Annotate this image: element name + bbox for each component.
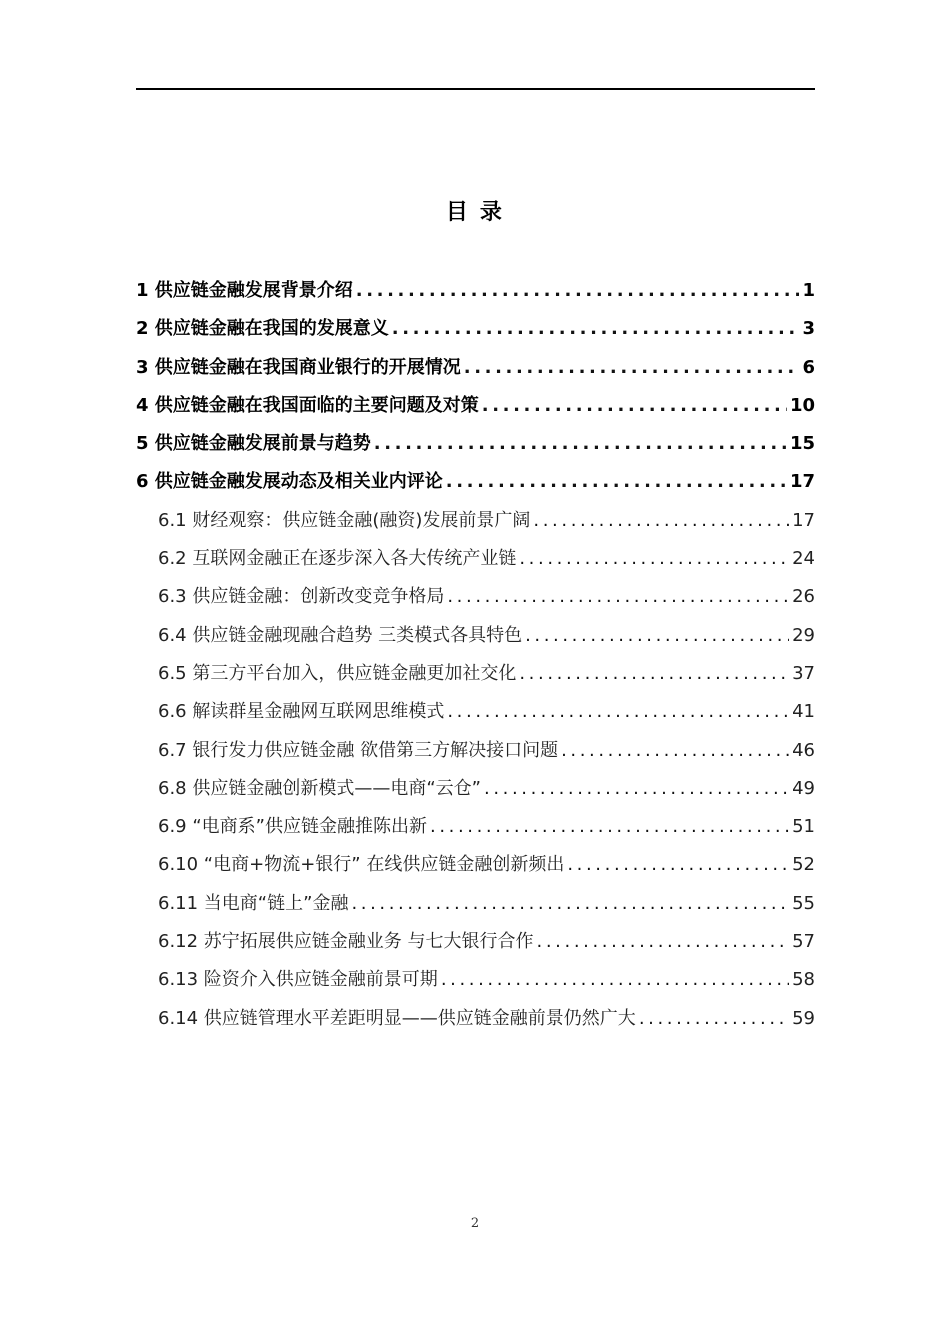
toc-entry-label: 6.1 财经观察：供应链金融(融资)发展前景广阔 (158, 509, 531, 531)
table-of-contents (136, 274, 815, 1040)
toc-entry-page: 15 (789, 433, 815, 455)
toc-entry-page: 10 (789, 394, 815, 416)
toc-dot-leader (447, 695, 789, 729)
toc-subentry[interactable] (136, 695, 815, 733)
toc-subentry[interactable] (136, 887, 815, 925)
toc-entry-label: 6.6 解读群星金融网互联网思维模式 (158, 701, 445, 723)
toc-entry[interactable] (136, 274, 815, 312)
page-number: 2 (470, 1216, 480, 1231)
toc-subentry[interactable] (136, 848, 815, 886)
toc-entry-page: 49 (792, 777, 815, 799)
toc-dot-leader (441, 963, 789, 997)
toc-dot-leader (639, 1002, 789, 1036)
toc-dot-leader (374, 427, 787, 461)
toc-dot-leader (482, 389, 787, 423)
toc-dot-leader (464, 351, 800, 385)
toc-dot-leader (447, 580, 789, 614)
toc-title: 目 录 (445, 199, 505, 225)
toc-entry-label: 6.14 供应链管理水平差距明显——供应链金融前景仍然广大 (158, 1007, 636, 1029)
toc-entry-page: 46 (792, 739, 815, 761)
toc-subentry[interactable] (136, 1002, 815, 1040)
toc-dot-leader (567, 848, 789, 882)
toc-subentry[interactable] (136, 619, 815, 657)
toc-entry-page: 37 (792, 662, 815, 684)
toc-entry-page: 55 (792, 892, 815, 914)
toc-entry-label: 6.7 银行发力供应链金融 欲借第三方解决接口问题 (158, 739, 559, 761)
toc-subentry[interactable] (136, 657, 815, 695)
toc-dot-leader (351, 887, 789, 921)
toc-entry[interactable] (136, 427, 815, 465)
toc-entry-page: 6 (802, 356, 815, 378)
toc-entry-page: 17 (792, 509, 815, 531)
toc-entry-label: 6.4 供应链金融现融合趋势 三类模式各具特色 (158, 624, 523, 646)
toc-subentry[interactable] (136, 580, 815, 618)
toc-entry-label: 5 供应链金融发展前景与趋势 (136, 433, 371, 455)
toc-dot-leader (561, 734, 789, 768)
toc-dot-leader (484, 772, 789, 806)
toc-entry-label: 2 供应链金融在我国的发展意义 (136, 318, 389, 340)
toc-subentry[interactable] (136, 963, 815, 1001)
toc-entry-page: 51 (792, 816, 815, 838)
toc-entry-page: 52 (792, 854, 815, 876)
toc-entry-page: 57 (792, 931, 815, 953)
toc-entry-page: 58 (792, 969, 815, 991)
toc-entry-page: 3 (802, 318, 815, 340)
toc-entry-page: 17 (789, 471, 815, 493)
toc-subentry[interactable] (136, 810, 815, 848)
toc-entry[interactable] (136, 312, 815, 350)
toc-entry[interactable] (136, 351, 815, 389)
toc-dot-leader (430, 810, 789, 844)
toc-entry-page: 1 (802, 280, 815, 301)
toc-entry-label: 6.3 供应链金融：创新改变竞争格局 (158, 586, 445, 608)
toc-entry-label: 6.2 互联网金融正在逐步深入各大传统产业链 (158, 548, 517, 570)
toc-entry-label: 3 供应链金融在我国商业银行的开展情况 (136, 356, 461, 378)
toc-subentry[interactable] (136, 734, 815, 772)
toc-entry-label: 6.10 “电商+物流+银行” 在线供应链金融创新频出 (158, 854, 565, 876)
toc-entry[interactable] (136, 389, 815, 427)
toc-entry-page: 26 (792, 586, 815, 608)
toc-entry-label: 6.12 苏宁拓展供应链金融业务 与七大银行合作 (158, 931, 534, 953)
toc-subentry[interactable] (136, 772, 815, 810)
toc-entry-label: 6 供应链金融发展动态及相关业内评论 (136, 471, 443, 493)
toc-dot-leader (446, 465, 787, 499)
toc-dot-leader (392, 312, 800, 346)
toc-dot-leader (356, 274, 800, 308)
toc-dot-leader (525, 619, 789, 653)
toc-entry[interactable] (136, 465, 815, 503)
toc-subentry[interactable] (136, 542, 815, 580)
header-rule (136, 88, 815, 90)
toc-dot-leader (519, 657, 789, 691)
toc-entry-page: 59 (792, 1007, 815, 1029)
toc-subentry[interactable] (136, 504, 815, 542)
toc-entry-label: 1 供应链金融发展背景介绍 (136, 280, 353, 301)
toc-entry-page: 41 (792, 701, 815, 723)
toc-subentry[interactable] (136, 925, 815, 963)
toc-entry-label: 6.13 险资介入供应链金融前景可期 (158, 969, 438, 991)
toc-entry-label: 6.8 供应链金融创新模式——电商“云仓” (158, 777, 481, 799)
toc-entry-page: 24 (792, 548, 815, 570)
toc-entry-label: 6.5 第三方平台加入，供应链金融更加社交化 (158, 662, 517, 684)
toc-dot-leader (519, 542, 789, 576)
toc-dot-leader (533, 504, 789, 538)
toc-entry-label: 6.9 “电商系”供应链金融推陈出新 (158, 816, 427, 838)
toc-entry-label: 6.11 当电商“链上”金融 (158, 892, 349, 914)
toc-entry-label: 4 供应链金融在我国面临的主要问题及对策 (136, 394, 479, 416)
toc-entry-page: 29 (792, 624, 815, 646)
toc-dot-leader (537, 925, 790, 959)
